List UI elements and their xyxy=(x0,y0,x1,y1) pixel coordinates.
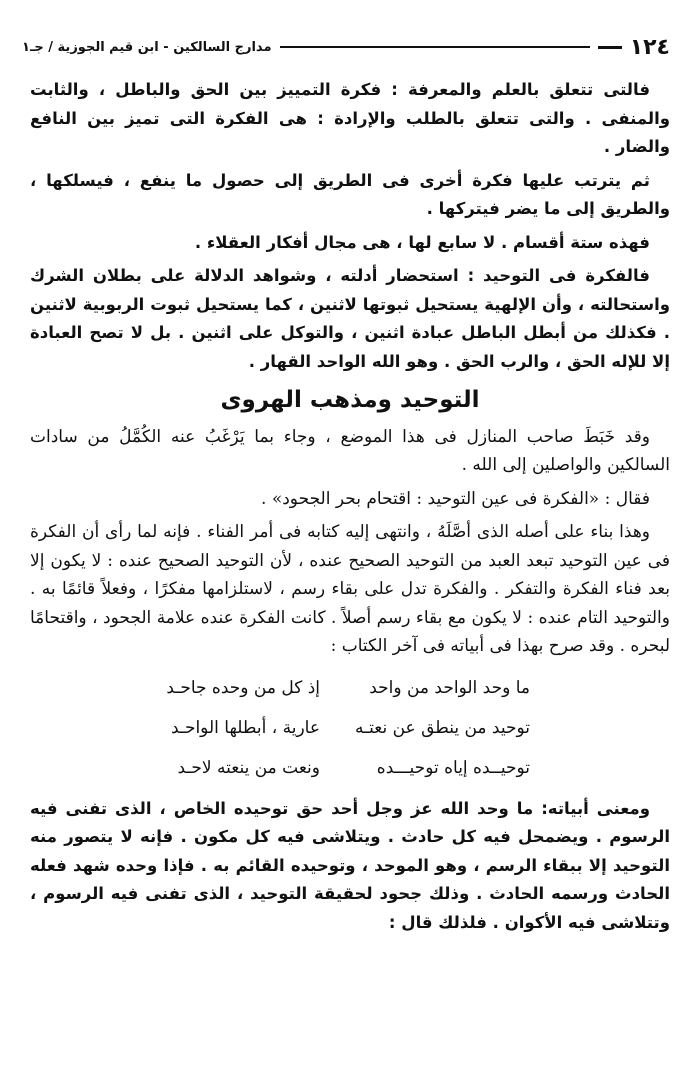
paragraph: ثم يترتب عليها فكرة أخرى فى الطريق إلى حصول ما ينفع ، فيسلكها ، والطريق إلى ما يضر فيتركها . xyxy=(30,170,670,218)
poem-verse xyxy=(30,749,670,789)
quote-paragraph: فقال : «الفكرة فى عين التوحيد : اقتحام بحر الجحود» . xyxy=(261,488,650,509)
page-header xyxy=(22,30,676,64)
paragraph: فالتى تتعلق بالعلم والمعرفة : فكرة التمييز بين الحق والباطل ، والثابت والمنفى . والتى تتعلق بالطلب والإرادة : هى الفكرة التى تميز بين النافع والضار . xyxy=(30,80,670,156)
paragraph: فالفكرة فى التوحيد : استحضار أدلته ، وشواهد الدلالة على بطلان الشرك واستحالته ، وأن الإلهية يستحيل ثبوتها لاثنين ، كما يستحيل ثبوت الربوبية لاثنين . فكذلك من أبطل الباطل عبادة اثنين ، والتوكل على اثنين . بل لا تصح العبادة إلا للإله الحق ، والرب الحق . وهو الله الواحد القهار . xyxy=(30,266,670,371)
poem-hemistich: توحيد من ينطق عن نعتـه xyxy=(355,718,530,739)
page-number: ١٢٤ xyxy=(629,34,670,60)
page-body xyxy=(30,76,670,942)
paragraph: فهذه ستة أقسام . لا سابع لها ، هى مجال أفكار العقلاء . xyxy=(194,232,650,252)
poem-verse xyxy=(30,709,670,749)
paragraph: وهذا بناء على أصله الذى أصَّلَهُ ، وانتهى إليه كتابه فى أمر الفناء . فإنه لما رأى أن الفكرة فى عين التوحيد تبعد العبد من التوحيد الصحيح عنده ، لأن التوحيد الصحيح عنده : لا يكون إلا بعد فناء الفكرة والتفكر . والفكرة تدل على بقاء رسم ، لاستلزامها مفكرًا ، وفعلاً قائمًا به . والتوحيد التام عنده : لا يكون مع بقاء رسم أصلاً . كانت الفكرة عنده علامة الجحود ، واقتحامًا لبحره . وقد صرح بهذا فى أبياته فى آخر الكتاب : xyxy=(30,522,670,656)
section-title: التوحيد ومذهب الهروى xyxy=(220,387,480,413)
poem-hemistich: ما وحد الواحد من واحد xyxy=(369,678,530,699)
header-rule xyxy=(280,46,590,48)
poem xyxy=(30,669,670,789)
paragraph: ومعنى أبياته: ما وحد الله عز وجل أحد حق توحيده الخاص ، الذى تفنى فيه الرسوم . ويضمحل فيه كل حادث . ويتلاشى فيه كل مكون . فإنه لا يتصور منه التوحيد إلا ببقاء الرسم ، وهو الموحد ، وتوحيده القائم به . فإذا وحده شهد فعله الحادث ورسمه الحادث . وذلك جحود لحقيقة التوحيد ، الذى تفنى فيه الرسوم ، وتتلاشى فيه الأكوان . فلذلك قال : xyxy=(30,798,670,932)
header-dash xyxy=(598,46,622,49)
running-title: مدارج السالكين - ابن قيم الجوزية / جـ١ xyxy=(22,39,272,55)
poem-hemistich: ونعت من ينعته لاحـد xyxy=(177,758,320,779)
poem-hemistich: توحيــده إياه توحيـــده xyxy=(376,758,530,779)
poem-hemistich: عارية ، أبطلها الواحـد xyxy=(171,718,320,739)
poem-verse xyxy=(30,669,670,709)
poem-hemistich: إذ كل من وحده جاحـد xyxy=(166,678,320,699)
paragraph: وقد خَبَطَ صاحب المنازل فى هذا الموضع ، وجاء بما يَرْغَبُ عنه الكُمَّلُ من سادات السالكين والواصلين إلى الله . xyxy=(30,426,670,475)
